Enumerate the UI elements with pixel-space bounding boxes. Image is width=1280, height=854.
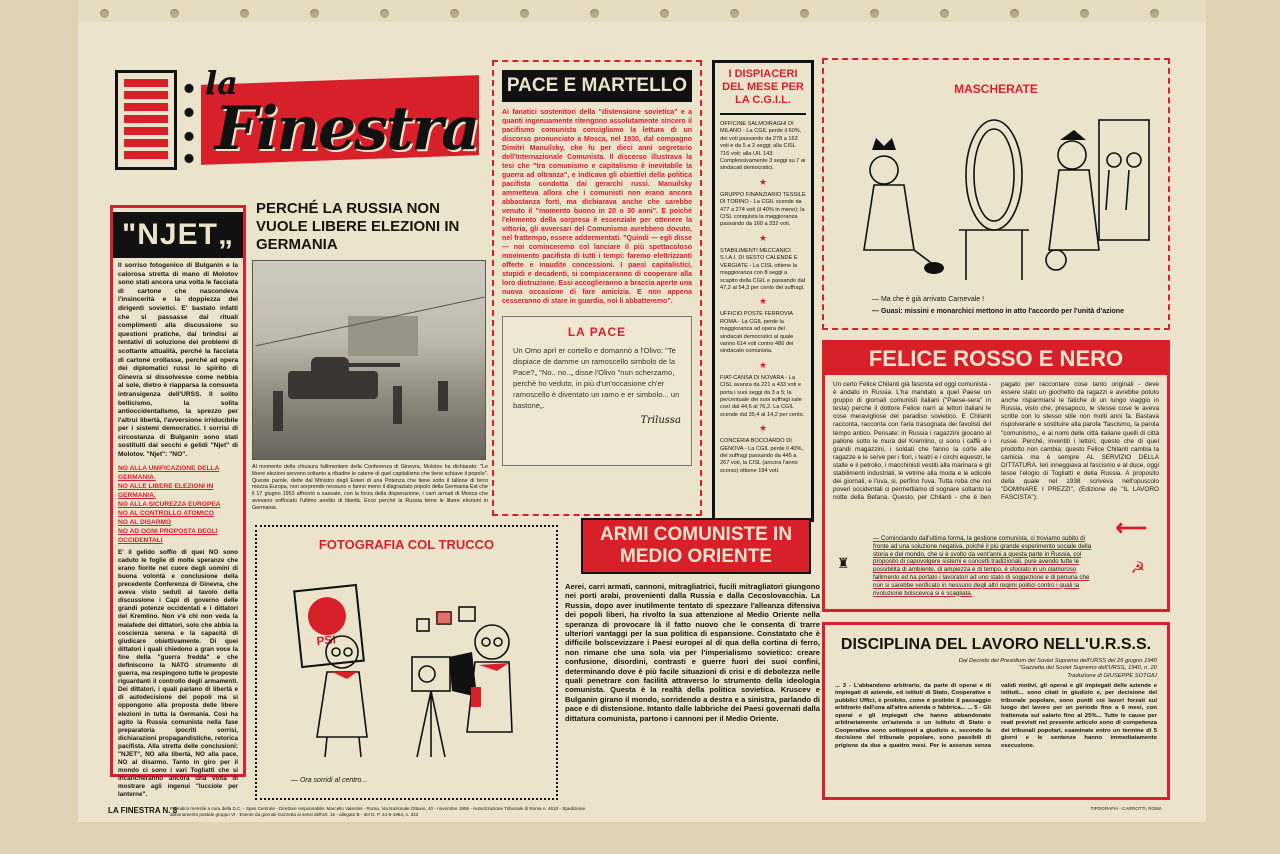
mirror-scene-icon bbox=[844, 100, 1154, 290]
njet-title: "NJET„ bbox=[113, 212, 243, 258]
footer-printer: TIPOGRAFIA - CARROTTI, ROMA bbox=[1090, 806, 1162, 811]
fotografia-cartoon bbox=[255, 525, 558, 800]
russia-article bbox=[252, 200, 488, 518]
pace-martello-title: PACE E MARTELLO bbox=[502, 70, 692, 102]
masthead-title: Finestra bbox=[215, 94, 479, 164]
disciplina-article bbox=[822, 622, 1170, 800]
russia-headline: PERCHÉ LA RUSSIA NON VUOLE LIBERE ELEZIONI IN GERMANIA bbox=[256, 200, 460, 253]
njet-body: Il sorriso fotogenico di Bulganin e la calorosa stretta di mano di Molotov sono stati ancora una volta le facciata di cartone che nascondeva l'insincerità e la doppiezza dei dirigenti sovietici. E' bastato infatti che si passasse dai rituali complimenti alla discussione su questioni pratiche, dai brindisi ai tentativi di soluzione dei problemi di scottante attualità, perché la facciata di cartone crollasse, perché ad opera dei diplomatici russi lo spirito di Ginevra si dissolvesse come nebbia al sole, dietro è riapparsa la consueta intransigenza dell'URSS. Il solito bellicismo, la solita antioccidentalismo, la sprezzo per l'altrui libertà, l'avversione irriducibile per i sistemi democratici. I sorrisi di circostanza di Bulganin sono stati sostituiti dai secchi e gelidi "Njet" di Molotov. "Njet": "NO". bbox=[118, 262, 238, 459]
footer-issue: LA FINESTRA N. 8 bbox=[108, 806, 178, 815]
binding-hole bbox=[1080, 9, 1089, 18]
binding-hole bbox=[170, 9, 179, 18]
crowd-figure bbox=[393, 386, 402, 424]
njet-list-item: NO AL CONTROLLO ATOMICO bbox=[118, 509, 214, 517]
disciplina-body: ... 3 - L'abbandono arbitrario, da parte di operai e di impiegati di aziende, ed istituti di Stato, Cooperative e pubblici Uffici, è proibito, come è proibito il passaggio arbitrario dall'una all'altra azienda o fabbrica... ... 5 - Gli operai e gli impiegati che hanno abbandonato arbitrariamente un'azienda o un istituto di Stato o Cooperativa sono sottoposti a giudizio e, secondo la decisione del tribunale popolare, sono passibili di prigione da due a quattro mesi. Per le assenze senza validi motivi, gli operai e gli impiegati delle aziende e istituti... sono citati in giudizio e, per decisione del tribunale popolare, sono puniti coi lavori forzati sul luogo del lavoro per un periodo fino a 6 mesi, con trattenuta sul salario fino al 25%... Tutte le cause per reati previsti nel presente articolo sono di competenza dei tribunali popolari, esaminate entro un termine di 5 giorni e le sentenze hanno immediatamente esecuzione. bbox=[835, 682, 1157, 749]
star-icon: ★ bbox=[758, 296, 768, 307]
arrow-left-icon: ⟵ bbox=[1115, 515, 1147, 540]
footer bbox=[108, 806, 1172, 820]
russia-caption: Al momento della chiusura fallimentare della Conferenza di Ginevra, Molotov ha dichiarato: "Le libere elezioni servono soltanto a ribadire le catene di quel capitalismo che tiene schiave il popolo". Queste parole, dette dal Ministro degli Esteri di una Potenza che tiene sotto il tallone di ferro mezza Europa, non sorprende nessuno e fanno meno il disgraziato popolo della Germania Est che il 17 giugno 1953 affrontò a sassate, con la forza della disperazione, i carri armati di Mosca che avevano soffocato l'ultimo anelito di libertà. Ecco perché la Russia teme le libere elezioni in Germania. bbox=[252, 464, 488, 511]
dispiaceri-item: STABILIMENTI MECCANICI S.I.A.I. DI SESTO CALENDE E VERGIATE - La CISL ottiene la maggioranza con 8 seggi a scapito della CGIL e passando dal 47,2 al 54,3 per cento dei suffragi. bbox=[720, 247, 805, 291]
binding-hole bbox=[940, 9, 949, 18]
binding-hole bbox=[660, 9, 669, 18]
dispiaceri-title: I DISPIACERI DEL MESE PER LA C.G.I.L. bbox=[720, 68, 806, 115]
la-pace-poem: Un Omo aprì er cortello e domannò a l'Olivo: "Te dispiace de damme un ramoscello simbolo de la Pace?„ "No.. no..„ disse l'Olivo "nun scherzamo, perchè ho veduto, in più d'un'occasione ch'er ramoscello è diventato un ramo e er simbolo... un bastone„. bbox=[513, 346, 680, 410]
tank-photo bbox=[252, 260, 486, 460]
felice-article bbox=[822, 340, 1170, 612]
photographer-scene-icon bbox=[287, 597, 537, 767]
pace-martello-body: Ai fanatici sostenitori della "distensione sovietica" e a quanti ingenuamente ritengono assolutamente sincero il pacifismo comunista consigliamo la lettura di un discorso pronunciato a Mosca, nel 1930, dal compagno Dimitri Manuilsky, che fu per dieci anni segretario dell'Internazionale Comunista. Il discorso illustrava la tesi che "tra comunismo e capitalismo è inevitabile la guerra ad oltranza", e indicava gli obiettivi della politica pacifista condotta dai gerarchi russi. Manuilsky ammetteva allora che i comunisti non erano ancora abbastanza forti, ma dichiarava anche che sarebbe venuto il "momento buono in 20 o 30 anni". E poiché l'elemento della sorpresa è essenziale per ottenere la vittoria, gli avversari del Comunismo avrebbero dovuto, nel frattempo, essere addormentati. "Quindi — egli disse — noi cominceremo col lanciare il più spettacoloso movimento pacifista di tutti i tempi: faremo elettrizzanti offerte e inaudite concessioni. I paesi capitalistici, stupidi e decadenti, si compiaceranno di cooperare alla loro distruzione. Essi accoglieranno a braccia aperte una nuova occasione di fare amicizia. E non appena cesseranno di stare in guardia, noi li abbatteremo". bbox=[502, 109, 692, 305]
masthead-title-prefix: la bbox=[205, 64, 238, 102]
la-pace-signature: Trilussa bbox=[640, 415, 681, 426]
njet-list bbox=[118, 464, 238, 545]
pace-martello-article bbox=[492, 60, 702, 516]
armi-body: Aerei, carri armati, cannoni, mitragliatrici, fucili mitragliatori giungono nei porti arabi, provenienti dalla Russia e dalla Cecoslovacchia. La Russia, dopo aver inutilmente tentato di spezzare l'alleanza difensiva dei popoli liberi, ha rivolto la sua attenzione al Medio Oriente nella speranza di provocare là il fatto nuovo che le consenta di trarre ulteriori vantaggi per la sua politica di espansione. Constatato che è difficile bolscevizzare i Paesi europei al di qua della cortina di ferro, non rimane che una sola via per l'imperialismo sovietico: creare confusione, disordini, contrasti e guerre fuori dei suoi confini, determinando dove è più facile situazioni di crisi e di debolezza nelle quali penetrare con facilità attraverso lo strumento della ideologia comunista. Questa è la realtà della politica sovietica. Kruscev e Bulganin girano il mondo, sorridendo a destra e a sinistra, parlando di pace e di distensione. Intanto dalle labbriche dei Paesi governati dalla dittatura comunista, partono i cannoni per il Medio Oriente. bbox=[565, 582, 820, 723]
fotografia-title: FOTOGRAFIA COL TRUCCO bbox=[318, 537, 495, 552]
njet-article bbox=[110, 205, 246, 799]
fotografia-caption: — Ora sorridi al centro... bbox=[291, 777, 368, 784]
masthead bbox=[105, 52, 485, 187]
dispiaceri-item: OFFICINE SALMOIRAGHI DI MILANO - La CGIL perde il 60%, dei voti passando da 278 a 163 voti e da 5 a 2 seggi; alla CISL 716 voti; alla UIL 143. Complessivamente 3 seggi su 7 ai sindacati democratici. bbox=[720, 121, 806, 172]
binding-hole bbox=[730, 9, 739, 18]
tank-turret bbox=[311, 357, 349, 375]
binding-hole bbox=[450, 9, 459, 18]
mascherate-caption-2: — Guasi: missini e monarchici mettono in atto l'accordo per l'unità d'azione bbox=[872, 308, 1124, 315]
disciplina-translator: Traduzione di GIUSEPPE SOTGIU bbox=[1067, 672, 1157, 679]
binding-hole bbox=[100, 9, 109, 18]
binding-hole bbox=[870, 9, 879, 18]
mascherate-caption-1: — Ma che è già arrivato Carnevale ! bbox=[872, 296, 985, 303]
armi-article bbox=[565, 518, 820, 803]
felice-body: Un certo Felice Chilanti già fascista ed oggi comunista - è andato in Russia. L'ha mandato a quel Paese un gruppo di giornali comunisti italiani ("Paese-sera" in testa) perché il dottore Felice narri ai lettori italiani le cose meravigliose del paradiso sovietico. E Chilanti racconta, racconta con l'aria trasognata dei favolisti del tempo antico. Pensate: in Russia i ragazzini giocano al pallone sotto le mura del Kremlino, ci sono i caffè e i grandi magazzini, i soldati che fanno la corte alle ragazze e le serve per i fiori, i teatri e i circhi equestri, le stalle e il petrolio, i macchinisti vestiti alla marinara e gli stabilimenti industriali, le vetrine alla moda e le edicole dei giornali, e l'uva, si, perfino l'uva. Tutta roba che noi poveri occidentali ci permettiamo di sognare soltanto la notte della Befana. Questo, per Chilanti - che è ben pagato per raccontare cose tanto originali - deve essere stato un giochetto da ragazzi e avrebbe potuto anche risparmiarsi le fatiche di un lungo viaggio in Russia, visto che, presapoco, le stesse cose le aveva scritte con lo stesso stile non molti anni fa. Bastava rispolverarle e sostituire alla parola "fascismo„ la parola "comunismo„, e ai nomi delle città italiane quelli di città russe. Perché, inventiti i lettori, questo che di quel prodotto non cambia: questo Felice Chilanti cambia la camicia ma è sempre AL SERVIZIO DELLA DITTATURA. Ieri inneggiava al fascismo e al duce, oggi tesse l'elogio di Togliatti e della Russia. A proposito della quale nel 1938 scriveva nell'opuscolo "DOMINARE I PREZZI", (Edizione de "IL LAVORO FASCISTA"): bbox=[833, 381, 1159, 502]
binding-hole bbox=[590, 9, 599, 18]
dispiaceri-item: FIAT-CANSA DI NOVARA - La CISL avanza da 221 a 433 voti e porta i suoi seggi da 3 a 5; la percentuale dei suoi suffragi sale così dal 44,6 al 76,2. La CGIL scende dal 35,4 al 14,2 per cento. bbox=[720, 374, 805, 418]
mascherate-title: MASCHERATE bbox=[954, 82, 1038, 96]
tank-gun bbox=[345, 363, 400, 367]
njet-list-item: NO AD OGNI PROPOSTA DEGLI OCCIDENTALI bbox=[118, 527, 218, 544]
disciplina-source: Dal Decreto del Presidium del Soviet Supremo dell'URSS del 26 giugno 1940 "Gazzetta del Soviet Supremo dell'URSS„ 1940, n. 20 bbox=[958, 658, 1157, 672]
binding-hole bbox=[1150, 9, 1159, 18]
kremlin-icon: ♜ bbox=[837, 555, 850, 571]
star-icon: ★ bbox=[758, 359, 768, 370]
dispiaceri-item: UFFICIO POSTE FERROVIA ROMA - La CGIL perde la maggioranza ad opera dei sindacati democratici al quale vanno 614 voti contro 486 dei sindacato comunista. bbox=[720, 311, 794, 355]
building-silhouette bbox=[348, 316, 418, 356]
tank-body bbox=[288, 371, 378, 399]
disciplina-title: DISCIPLINA DEL LAVORO NELL'U.R.S.S. bbox=[840, 636, 1152, 653]
la-pace-title: LA PACE bbox=[567, 325, 627, 339]
njet-body-continued: E' il gelido soffio di quei NO sono caduto le foglie di molte speranze che erano fiorite nel cuore degli uomini di buona volontà e conclusione della precedente Conferenza di Ginevra, che aveva visto seduti al tavolo della discussione i Capi di governo delle grandi potenze occidentali e i dittatori del Kremlino. Non v'è chi non veda la malafede dei dittatori, solo che abbia la coscienza serena e la capacità di giudicare obiettivamente. Di quei dittatori i quali chiedono a gran voce la fine della "guerra fredda" e che definiscono la NATO strumento di guerra, ma respingono tutte le proposte riguardanti il controllo degli armamenti. Dei dittatori, i quali parlano di libertà e di autodecisione dei popoli ma si oppongono alla proposta delle libere elezioni in tutta la Germania. Così ha agito la Russia comunista nella fase preparatoria ipocriti sorrisi, dichiarazioni propagandistiche, retorica pacifista. Alla stretta delle conclusioni: "NJET", NO alla libertà, NO alla pace, NO al disarmo. Tanto in giro per il mondo ci sono i vari Togliatti che si incaricheranno ancora una volta di mostrare agli ingenui "lucciole per lanterne". bbox=[118, 548, 238, 799]
binding-hole bbox=[800, 9, 809, 18]
star-icon: ★ bbox=[758, 176, 768, 187]
binding-hole bbox=[1010, 9, 1019, 18]
star-icon: ★ bbox=[758, 232, 768, 243]
crowd-figure bbox=[273, 391, 283, 431]
dispiaceri-item: CONCERIA BOCCIARDO DI GENOVA - La CGIL perde il 40%, dei suffragi passando da 445 a 267 voti, la CISL (ancora l'anno scorso) ottiene 194 voti. bbox=[720, 438, 804, 474]
njet-list-item: NO ALLE LIBERE ELEZIONI IN GERMANIA. bbox=[118, 482, 214, 499]
felice-title: FELICE ROSSO E NERO bbox=[825, 343, 1167, 375]
binding-hole bbox=[520, 9, 529, 18]
felice-quote: — Cominciando dall'ultima forma, la gestione comunista, ci troviamo subito di fronte ad una soluzione negativa, poiché il più grande esperimento sociale della storia e del mondo, che si è svolto da vent'anni a questa parte in Russia, col proposito di capovolgere sistemi e concetti tradizionali, pure avendo tutte le possibilità di ambiente, di ampiezza e di tempo, è sfociato in un clamoroso fallimento ed ha portato i lavoratori ad uno stato di soggezione e di penuria che non si sarebbe verificato in nessuno degli altri regimi politici contro i quali la rivoluzione bolscevica si è scagliata. bbox=[873, 535, 1092, 597]
mascherate-cartoon bbox=[822, 58, 1170, 330]
dispiaceri-item: GRUPPO FINANZIARIO TESSILE DI TORINO - La CGIL scende da 477 a 274 voti (il 40% in meno); la CISL conquista la maggioranza passando da 160 a 332 voti. bbox=[720, 191, 806, 228]
binding-hole bbox=[380, 9, 389, 18]
footer-imprint: Periodico mensile a cura della D.C. - Spes Centrale - Direttore responsabile: Marcello Valentini - Roma, Via Nazionale Ottavio, 40 - novembre 1955 - Autorizzazione Tribunale di Roma n. 4610 - Spedizione abbonamento postale gruppo VI - Esente da giornali Gazzetta ai sensi dell'art. 15 - allegato B - del D. P. 24-6-1954, n. 342 bbox=[170, 806, 586, 817]
crowd-figure bbox=[438, 381, 448, 411]
masthead-flowers-icon bbox=[177, 74, 201, 170]
la-pace-box bbox=[502, 316, 692, 466]
star-icon: ★ bbox=[758, 423, 768, 434]
njet-list-item: NO ALLA SICUREZZA EUROPEA bbox=[118, 500, 221, 508]
binding-hole bbox=[310, 9, 319, 18]
armi-title: ARMI COMUNISTE IN MEDIO ORIENTE bbox=[581, 518, 811, 574]
binding-hole bbox=[240, 9, 249, 18]
njet-list-item: NO AL DISARMO bbox=[118, 518, 172, 526]
psi-sign: PSI bbox=[315, 632, 337, 649]
dispiaceri-box bbox=[712, 60, 814, 522]
window-logo-icon bbox=[115, 70, 177, 170]
hammer-sickle-icon: ☭ bbox=[1130, 560, 1145, 577]
njet-list-item: NO ALLA UNIFICAZIONE DELLA GERMANIA. bbox=[118, 464, 220, 481]
